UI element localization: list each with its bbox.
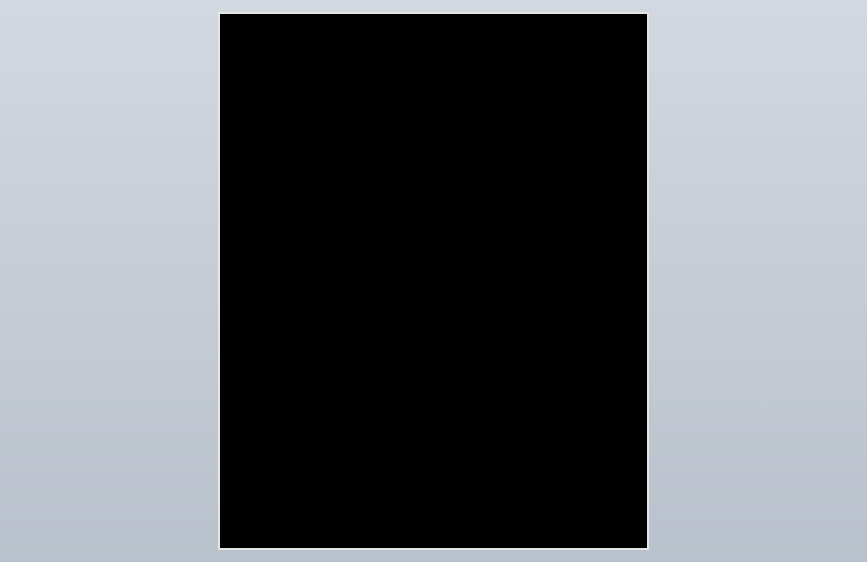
process-card-sheet [218,12,649,550]
